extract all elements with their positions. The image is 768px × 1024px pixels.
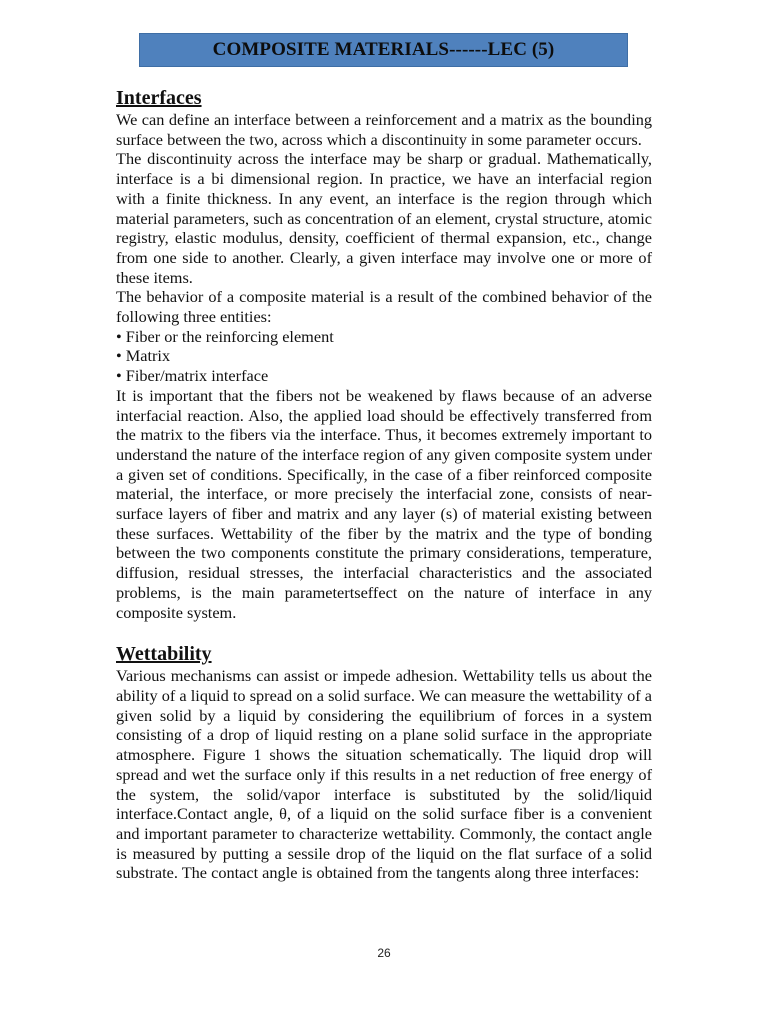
interfaces-heading: Interfaces [116,87,202,109]
wettability-heading: Wettability [116,643,212,666]
interfaces-paragraph-3: The behavior of a composite material is a result of the combined behavior of the following three entities: [116,287,652,327]
bullet-item-interface: • Fiber/matrix interface [116,366,269,386]
bullet-item-fiber: • Fiber or the reinforcing element [116,326,334,346]
interfaces-paragraph-2: The discontinuity across the interface may be sharp or gradual. Mathematically, interface is a bi dimensional region. In practice, we have an interfacial region with a finite thickness. In any event, an interface is the region through which material parameters, such as concentration of an element, crystal structure, atomic registry, elastic modulus, density, coefficient of thermal expansion, etc., change from one side to another. Clearly, a given interface may involve one or more of these items. [116,149,652,287]
wettability-section [116,642,652,883]
wettability-paragraph-1: Various mechanisms can assist or impede adhesion. Wettability tells us about the ability of a liquid to spread on a solid surface. We can measure the wettability of a given solid by a liquid by considering the equilibrium of forces in a system consisting of a drop of liquid resting on a plane solid surface in the appropriate atmosphere. Figure 1 shows the situation schematically. The liquid drop will spread and wet the surface only if this results in a net reduction of free energy of the system, the solid/vapor interface is substituted by the solid/liquid interface.Contact angle, θ, of a liquid on the solid surface fiber is a convenient and important parameter to characterize wettability. Commonly, the contact angle is measured by putting a sessile drop of the liquid on the flat surface of a solid substrate. The contact angle is obtained from the tangents along three interfaces: [116,666,652,883]
bullet-item-matrix: • Matrix [116,346,171,366]
document-body [116,86,652,883]
interfaces-paragraph-4: It is important that the fibers not be weakened by flaws because of an adverse interfacial reaction. Also, the applied load should be effectively transferred from the matrix to the fibers via the interface. Thus, it becomes extremely important to understand the nature of the interface region of any given composite system under a given set of conditions. Specifically, in the case of a fiber reinforced composite material, the interface, or more precisely the interfacial zone, consists of near-surface layers of fiber and matrix and any layer (s) of material existing between these surfaces. Wettability of the fiber by the matrix and the type of bonding between the two components constitute the primary considerations, temperature, diffusion, residual stresses, the interfacial characteristics and the associated problems, is the main parametertseffect on the nature of interface in any composite system. [116,385,652,622]
page-number: 26 [377,946,391,960]
lecture-title: COMPOSITE MATERIALS------LEC (5) [212,39,555,60]
lecture-title-bar [139,33,628,67]
interfaces-section [116,86,652,622]
interfaces-paragraph-1: We can define an interface between a reinforcement and a matrix as the bounding surface between the two, across which a discontinuity in some parameter occurs. [116,110,652,149]
